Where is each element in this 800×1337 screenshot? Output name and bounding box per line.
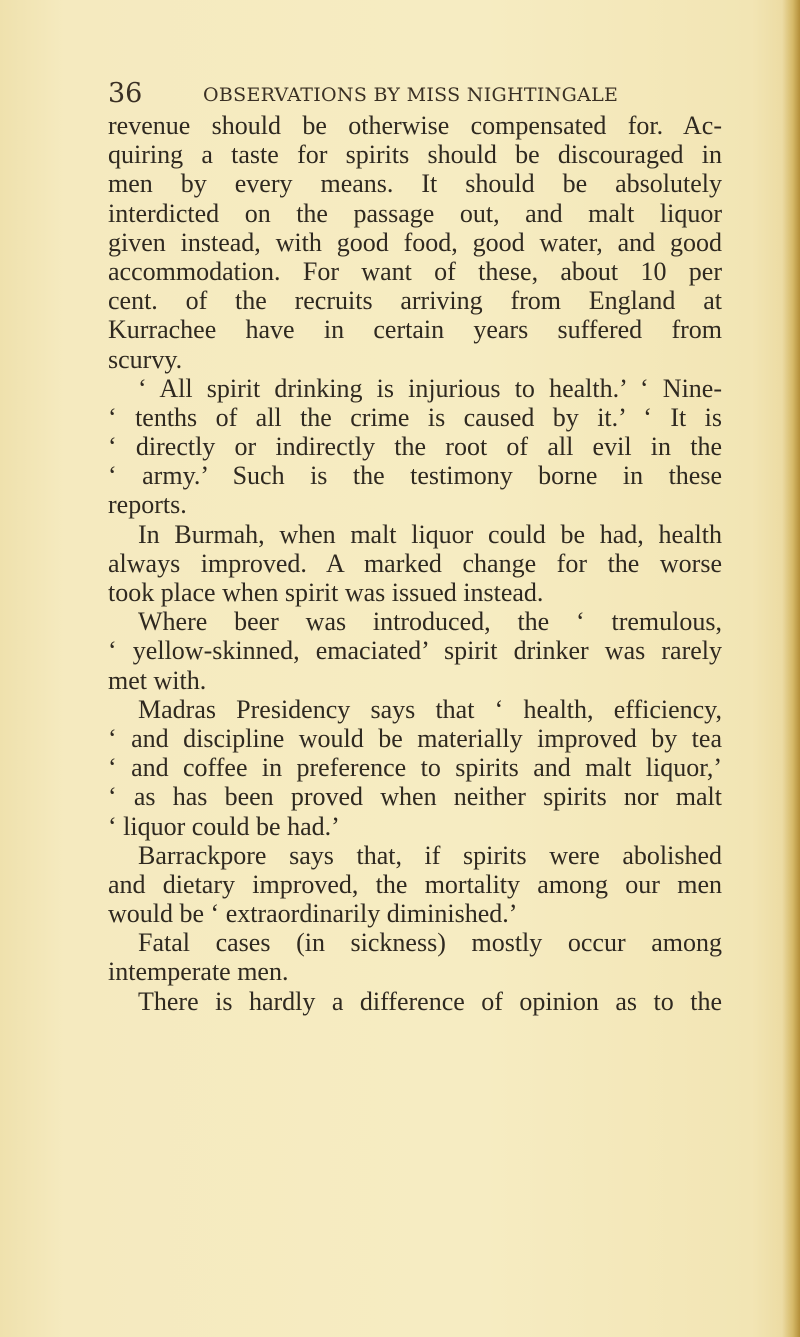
page-edge-shadow: [782, 0, 800, 1337]
text-line: always improved. A marked change for the worse: [108, 548, 722, 578]
page-header: [108, 78, 708, 114]
text-line: intemperate men.: [108, 957, 289, 987]
text-line: reports.: [108, 490, 187, 520]
text-line: ‘ tenths of all the crime is caused by it.’ ‘ It is: [108, 402, 722, 432]
text-line: Kurrachee have in certain years suffered from: [108, 315, 722, 345]
text-line: ‘ All spirit drinking is injurious to health.’ ‘ Nine-: [138, 373, 722, 403]
text-line: ‘ and discipline would be materially improved by tea: [108, 723, 722, 753]
text-line: would be ‘ extraordinarily diminished.’: [108, 899, 518, 929]
text-line: men by every means. It should be absolutely: [108, 169, 722, 199]
body-text: [108, 111, 722, 1016]
text-line: ‘ army.’ Such is the testimony borne in these: [108, 461, 722, 491]
text-line: Barrackpore says that, if spirits were abolished: [138, 840, 722, 870]
running-title: OBSERVATIONS BY MISS NIGHTINGALE: [203, 84, 619, 106]
text-line: Fatal cases (in sickness) mostly occur among: [138, 928, 722, 958]
text-line: There is hardly a difference of opinion as to the: [138, 986, 722, 1016]
text-line: accommodation. For want of these, about 10 per: [108, 256, 722, 286]
text-line: met with.: [108, 665, 207, 695]
text-line: ‘ and coffee in preference to spirits and malt liquor,’: [108, 753, 722, 783]
text-line: ‘ yellow-skinned, emaciated’ spirit drinker was rarely: [108, 636, 722, 666]
text-line: interdicted on the passage out, and malt liquor: [108, 198, 722, 228]
text-line: Where beer was introduced, the ‘ tremulous,: [138, 607, 722, 637]
text-line: In Burmah, when malt liquor could be had, health: [138, 519, 722, 549]
text-line: given instead, with good food, good water, and good: [108, 227, 722, 257]
text-line: revenue should be otherwise compensated for. Ac-: [108, 111, 722, 140]
text-line: ‘ directly or indirectly the root of all evil in the: [108, 432, 722, 462]
text-line: Madras Presidency says that ‘ health, efficiency,: [138, 694, 722, 724]
text-line: and dietary improved, the mortality among our men: [108, 869, 722, 899]
page-number: 36: [108, 78, 143, 109]
text-line: took place when spirit was issued instead.: [108, 578, 544, 607]
text-line: ‘ liquor could be had.’: [108, 811, 340, 841]
text-line: ‘ as has been proved when neither spirits nor malt: [108, 782, 722, 812]
text-line: cent. of the recruits arriving from England at: [108, 286, 722, 316]
text-line: quiring a taste for spirits should be discouraged in: [108, 140, 722, 170]
text-line: scurvy.: [108, 344, 183, 374]
